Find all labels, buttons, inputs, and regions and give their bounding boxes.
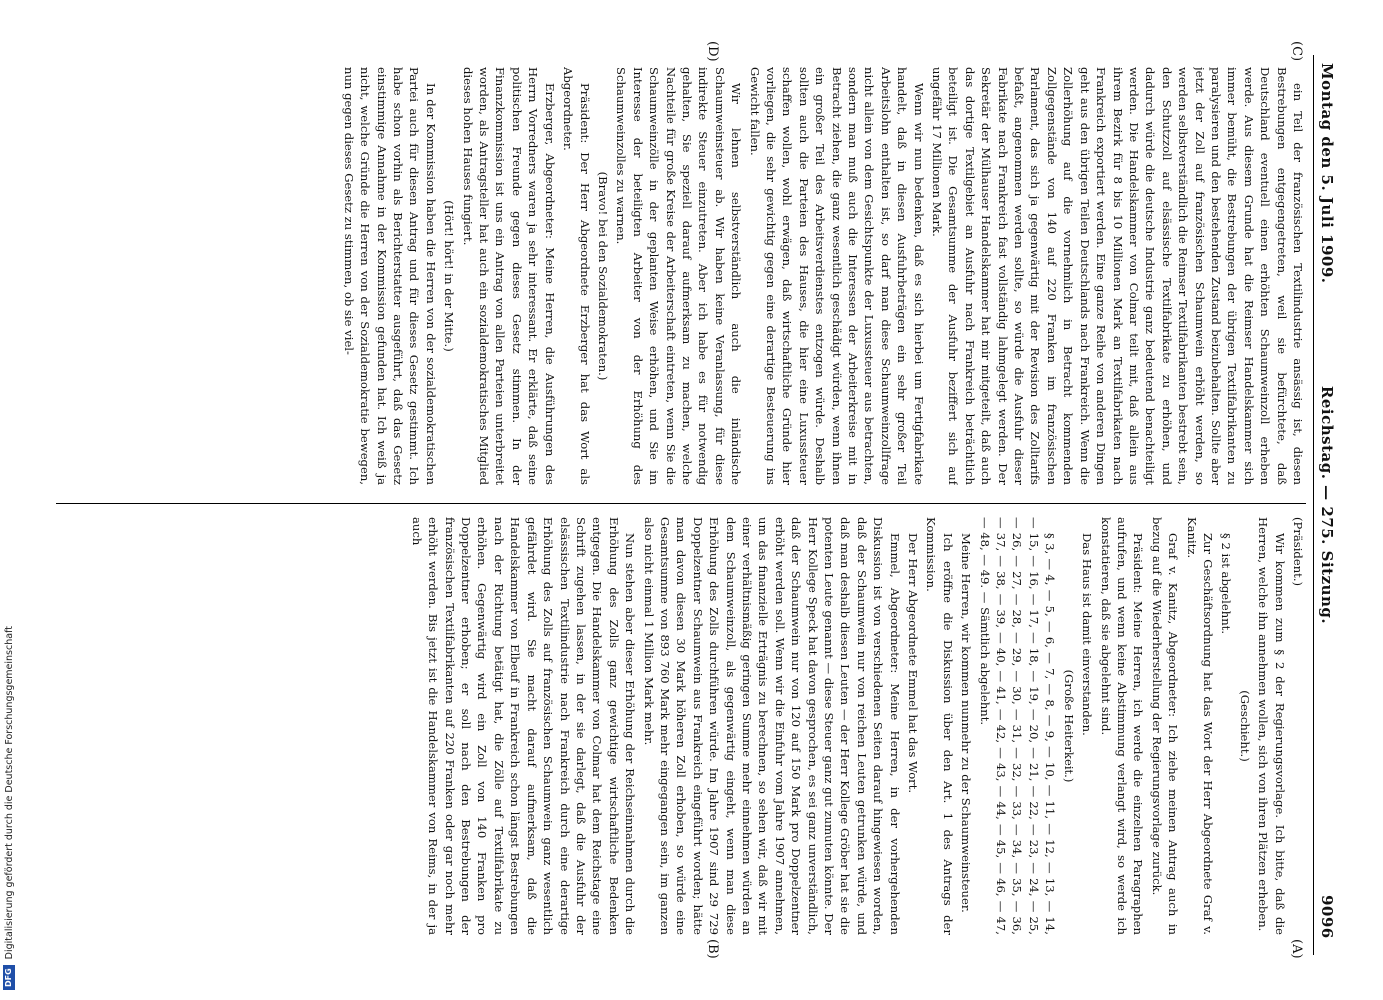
paragraph: Präsident: Der Herr Abgeordnete Erzberger hat das Wort als Abgeordneter.	[561, 67, 592, 485]
header-title: Reichstag. — 275. Sitzung.	[1318, 385, 1336, 625]
credit-text: Digitalisierung gefördert durch die Deutsche Forschungsgemeinschaft	[3, 626, 15, 960]
paragraph: (Große Heiterkeit.)	[1061, 669, 1076, 783]
page-header	[1313, 55, 1340, 955]
margin-marker-c: (C)	[1289, 41, 1304, 62]
paragraph: § 3, — 4, — 5, — 6, — 7, — 8, — 9, — 10, — 11, — 12, — 13, — 14, — 15, — 16, — 17, — 18, — 19, — 20, — 21, — 22, — 23, — 24, — 25, — 26, — 27, — 28, — 29, — 30, — 31, — 32, — 33, — 34, — 35, — 36, — 37, — 38, — 39, — 40, — 41, — 42, — 43, — 44, — 45, — 46, — 47, — 48, — 49. — Sämtlich abgelehnt.	[977, 517, 1058, 935]
margin-marker-b: (B)	[705, 939, 720, 959]
paragraph: (Präsident.)	[1291, 517, 1305, 587]
paragraph: Zur Geschäftsordnung hat das Wort der Herr Abgeordnete Graf v. Kanitz.	[1184, 517, 1215, 935]
right-text-column	[56, 67, 1306, 485]
paragraph: Wenn wir nun bedenken, daß es sich hierbei um Fertigfabrikate handelt, daß in diesen Ausfuhrbeträgen ein sehr großer Teil Arbeitslohn enthalten ist, so darf man diese Schaumweinzollfrage nicht allein von dem Gesichtspunkte der Luxussteuer aus betrachten, sondern man muß auch die Interessen der Arbeiterkreise mit in Betracht ziehen, die ganz wesentlich geschädigt würden, wenn ihnen ein großer Teil des Arbeitsverdienstes entzogen würde. Deshalb sollten auch die Parteien des Hauses, die hier eine Luxussteuer schaffen wollen, wohl erwägen, daß wirtschaftliche Gründe hier vorliegen, die sehr gewichtig gegen eine derartige Besteuerung ins Gewicht fallen.	[747, 67, 926, 485]
paragraph: Wir kommen zum § 2 der Regierungsvorlage. Ich bitte, daß die Herren, welche ihn annehmen wollen, sich von ihren Plätzen erheben.	[1256, 517, 1287, 935]
paragraph: In der Kommission haben die Herren von der sozialdemokratischen Partei auch für diesen Antrag und für dieses Gesetz gestimmt. Ich habe schon vorhin als Berichterstatter ausgeführt, daß das Gesetz einstimmige Annahme in der Kommission gefunden hat. Ich weiß ja nicht, welche Gründe die Herren von der Sozialdemokratie bewegen, nun gegen dieses Gesetz zu stimmen, ob sie viel-	[341, 67, 438, 485]
paragraph: Nun stehen aber dieser Erhöhung der Reichseinnahmen durch die Erhöhung des Zolls ganz gewichtige wirtschaftliche Bedenken entgegen. Die Handelskammer von Colmar hat dem Reichstage eine Schrift zugehen lassen, in der sie darlegt, daß die Ausfuhr der elsässischen Textilindustrie nach Frankreich durch eine derartige Erhöhung des Zolls auf französischen Schaumwein ganz wesentlich gefährdet wird. Sie macht darauf aufmerksam, daß die Handelskammer von Elbeuf in Frankreich schon längst Bestrebungen nach der Richtung betätigt hat, die Zölle auf Textilfabrikate zu erhöhen. Gegenwärtig wird ein Zoll von 140 Franken pro Doppelzentner erhoben; er soll nach den Bestrebungen der französischen Textilfabrikanten auf 220 Franken oder gar noch mehr erhöht werden. Bis jetzt ist die Handelskammer von Reims, in der ja auch	[409, 517, 638, 935]
column-divider	[56, 503, 1306, 504]
paragraph: Ich eröffne die Diskussion über den Art. 1 des Antrags der Kommission.	[924, 517, 955, 935]
margin-marker-d: (D)	[705, 41, 720, 62]
paragraph: Emmel, Abgeordneter: Meine Herren, in der vorhergehenden Diskussion ist von verschiedenen Seiten darauf hingewiesen worden, daß der Schaumwein nur von reichen Leuten getrunken würde, und daß man deshalb diesen Leuten — der Herr Kollege Gröber hat sie die potenten Leute genannt — diese Steuer ganz gut zumuten könnte. Der Herr Kollege Speck hat davon gesprochen, es sei ganz unverständlich, daß der Schaumwein nur von 120 auf 150 Mark pro Doppelzentner erhöht werden soll. Wenn wir die Einfuhr vom Jahre 1907 annehmen, um das finanzielle Erträgnis zu berechnen, so sehen wir, daß wir mit einer verhältnismäßig geringen Summe mehr einnehmen würden an dem Schaumweinzoll, als gegenwärtig eingeht, wenn man diese Erhöhung des Zolls durchführen würde. Im Jahre 1907 sind 29 729 Doppelzentner Schaumwein aus Frankreich eingeführt worden; hätte man davon diesen 30 Mark höheren Zoll erhoben, so würde eine Gesamtsumme von 893 760 Mark mehr eingegangen sein, im ganzen also nicht einmal 1 Million Mark mehr.	[641, 517, 902, 935]
dfg-logo-icon: DFG	[3, 965, 15, 990]
paragraph: Wir lehnen selbstverständlich auch die inländische Schaumweinsteuer ab. Wir haben keine Veranlassung, für diese indirekte Steuer einzutreten. Aber ich habe es für notwendig gehalten, Sie speziell darauf aufmerksam zu machen, welche Nachteile für große Kreise der Arbeiterschaft eintreten, wenn Sie die Schaumweinzölle in der geplanten Weise erhöhen, und Sie im Interesse der beteiligten Arbeiter von der Erhöhung des Schaumweinzolles zu warnen.	[614, 67, 744, 485]
header-date: Montag den 5. Juli 1909.	[1318, 63, 1336, 284]
page-number: 9096	[1318, 895, 1336, 939]
paragraph: Graf v. Kanitz, Abgeordneter: Ich ziehe meinen Antrag auch in bezug auf die Wiederherstellung der Regierungsvorlage zurück.	[1149, 517, 1181, 935]
rotated-page	[40, 41, 1340, 959]
paragraph: Das Haus ist damit einverstanden.	[1080, 533, 1095, 736]
left-text-column	[56, 517, 1306, 935]
paragraph: Meine Herren, wir kommen nunmehr zu der Schaumweinsteuer.	[959, 533, 974, 913]
margin-marker-a: (A)	[1289, 939, 1304, 959]
paragraph: Der Herr Abgeordnete Emmel hat das Wort.	[906, 533, 921, 794]
paragraph: (Bravo! bei den Sozialdemokraten.)	[595, 171, 610, 381]
paragraph: Erzberger, Abgeordneter: Meine Herren, die Ausführungen des Herrn Vorredners waren ja sehr interessant. Er erklärte, daß seine politischen Freunde gegen dieses Gesetz stimmen. In der Finanzkommission ist uns ein Antrag von allen Parteien unterbreitet worden, als Antragsteller hat auch ein sozialdemokratisches Mitglied dieses hohen Hauses fungiert.	[460, 67, 557, 485]
paragraph: (Hört! hört! in der Mitte.)	[442, 200, 457, 352]
paragraph: Präsident: Meine Herren, ich werde die einzelnen Paragraphen aufrufen, und wenn keine Abstimmung verlangt wird, so werde ich konstatieren, daß sie abgelehnt sind.	[1098, 517, 1146, 935]
paragraph: (Geschieht.)	[1237, 690, 1252, 762]
paragraph: ein Teil der französischen Textilindustrie ansässig ist, diesen Bestrebungen entgegengetreten, weil sie befürchtete, daß Deutschland eventuell einen erhöhten Schaumweinzoll erheben werde. Aus diesem Grunde hat die Reimser Handelskammer sich immer bemüht, die Bestrebungen der übrigen Textilfabrikanten zu paralysieren und den bestehenden Zustand beizubehalten. Sollte aber jetzt der Zoll auf französischen Schaumwein erhöht werden, so werden selbstverständlich die Reimser Textilfabrikanten bestrebt sein, den Schutzzoll auf elsässische Textilfabrikate zu erhöhen, und dadurch würde die deutsche Industrie ganz bedeutend benachteiligt werden. Die Handelskammer von Colmar teilt mit, daß allein aus ihrem Bezirk für 8 bis 10 Millionen Mark an Textilfabrikaten nach Frankreich exportiert werden. Eine ganze Reihe von anderen Dingen geht aus den übrigen Teilen Deutschlands nach Frankreich. Wenn die Zollerhöhung auf die vornehmlich in Betracht kommenden Zollgegenstände von 140 auf 220 Franken im französischen Parlament, das sich ja gegenwärtig mit der Revision des Zolltarifs befaßt, angenommen werden sollte, so würde die Ausfuhr dieser Fabrikate nach Frankreich fast vollständig lahmgelegt werden. Der Sekretär der Mülhauser Handelskammer hat mir mitgeteilt, daß auch das dortige Textilgebiet an Ausfuhr nach Frankreich beträchtlich beteiligt ist. Die Gesamtsumme der Ausfuhr beziffert sich auf ungefähr 17 Millionen Mark.	[930, 67, 1305, 485]
digitization-credit	[2, 600, 16, 990]
paragraph: § 2 ist abgelehnt.	[1219, 533, 1234, 635]
